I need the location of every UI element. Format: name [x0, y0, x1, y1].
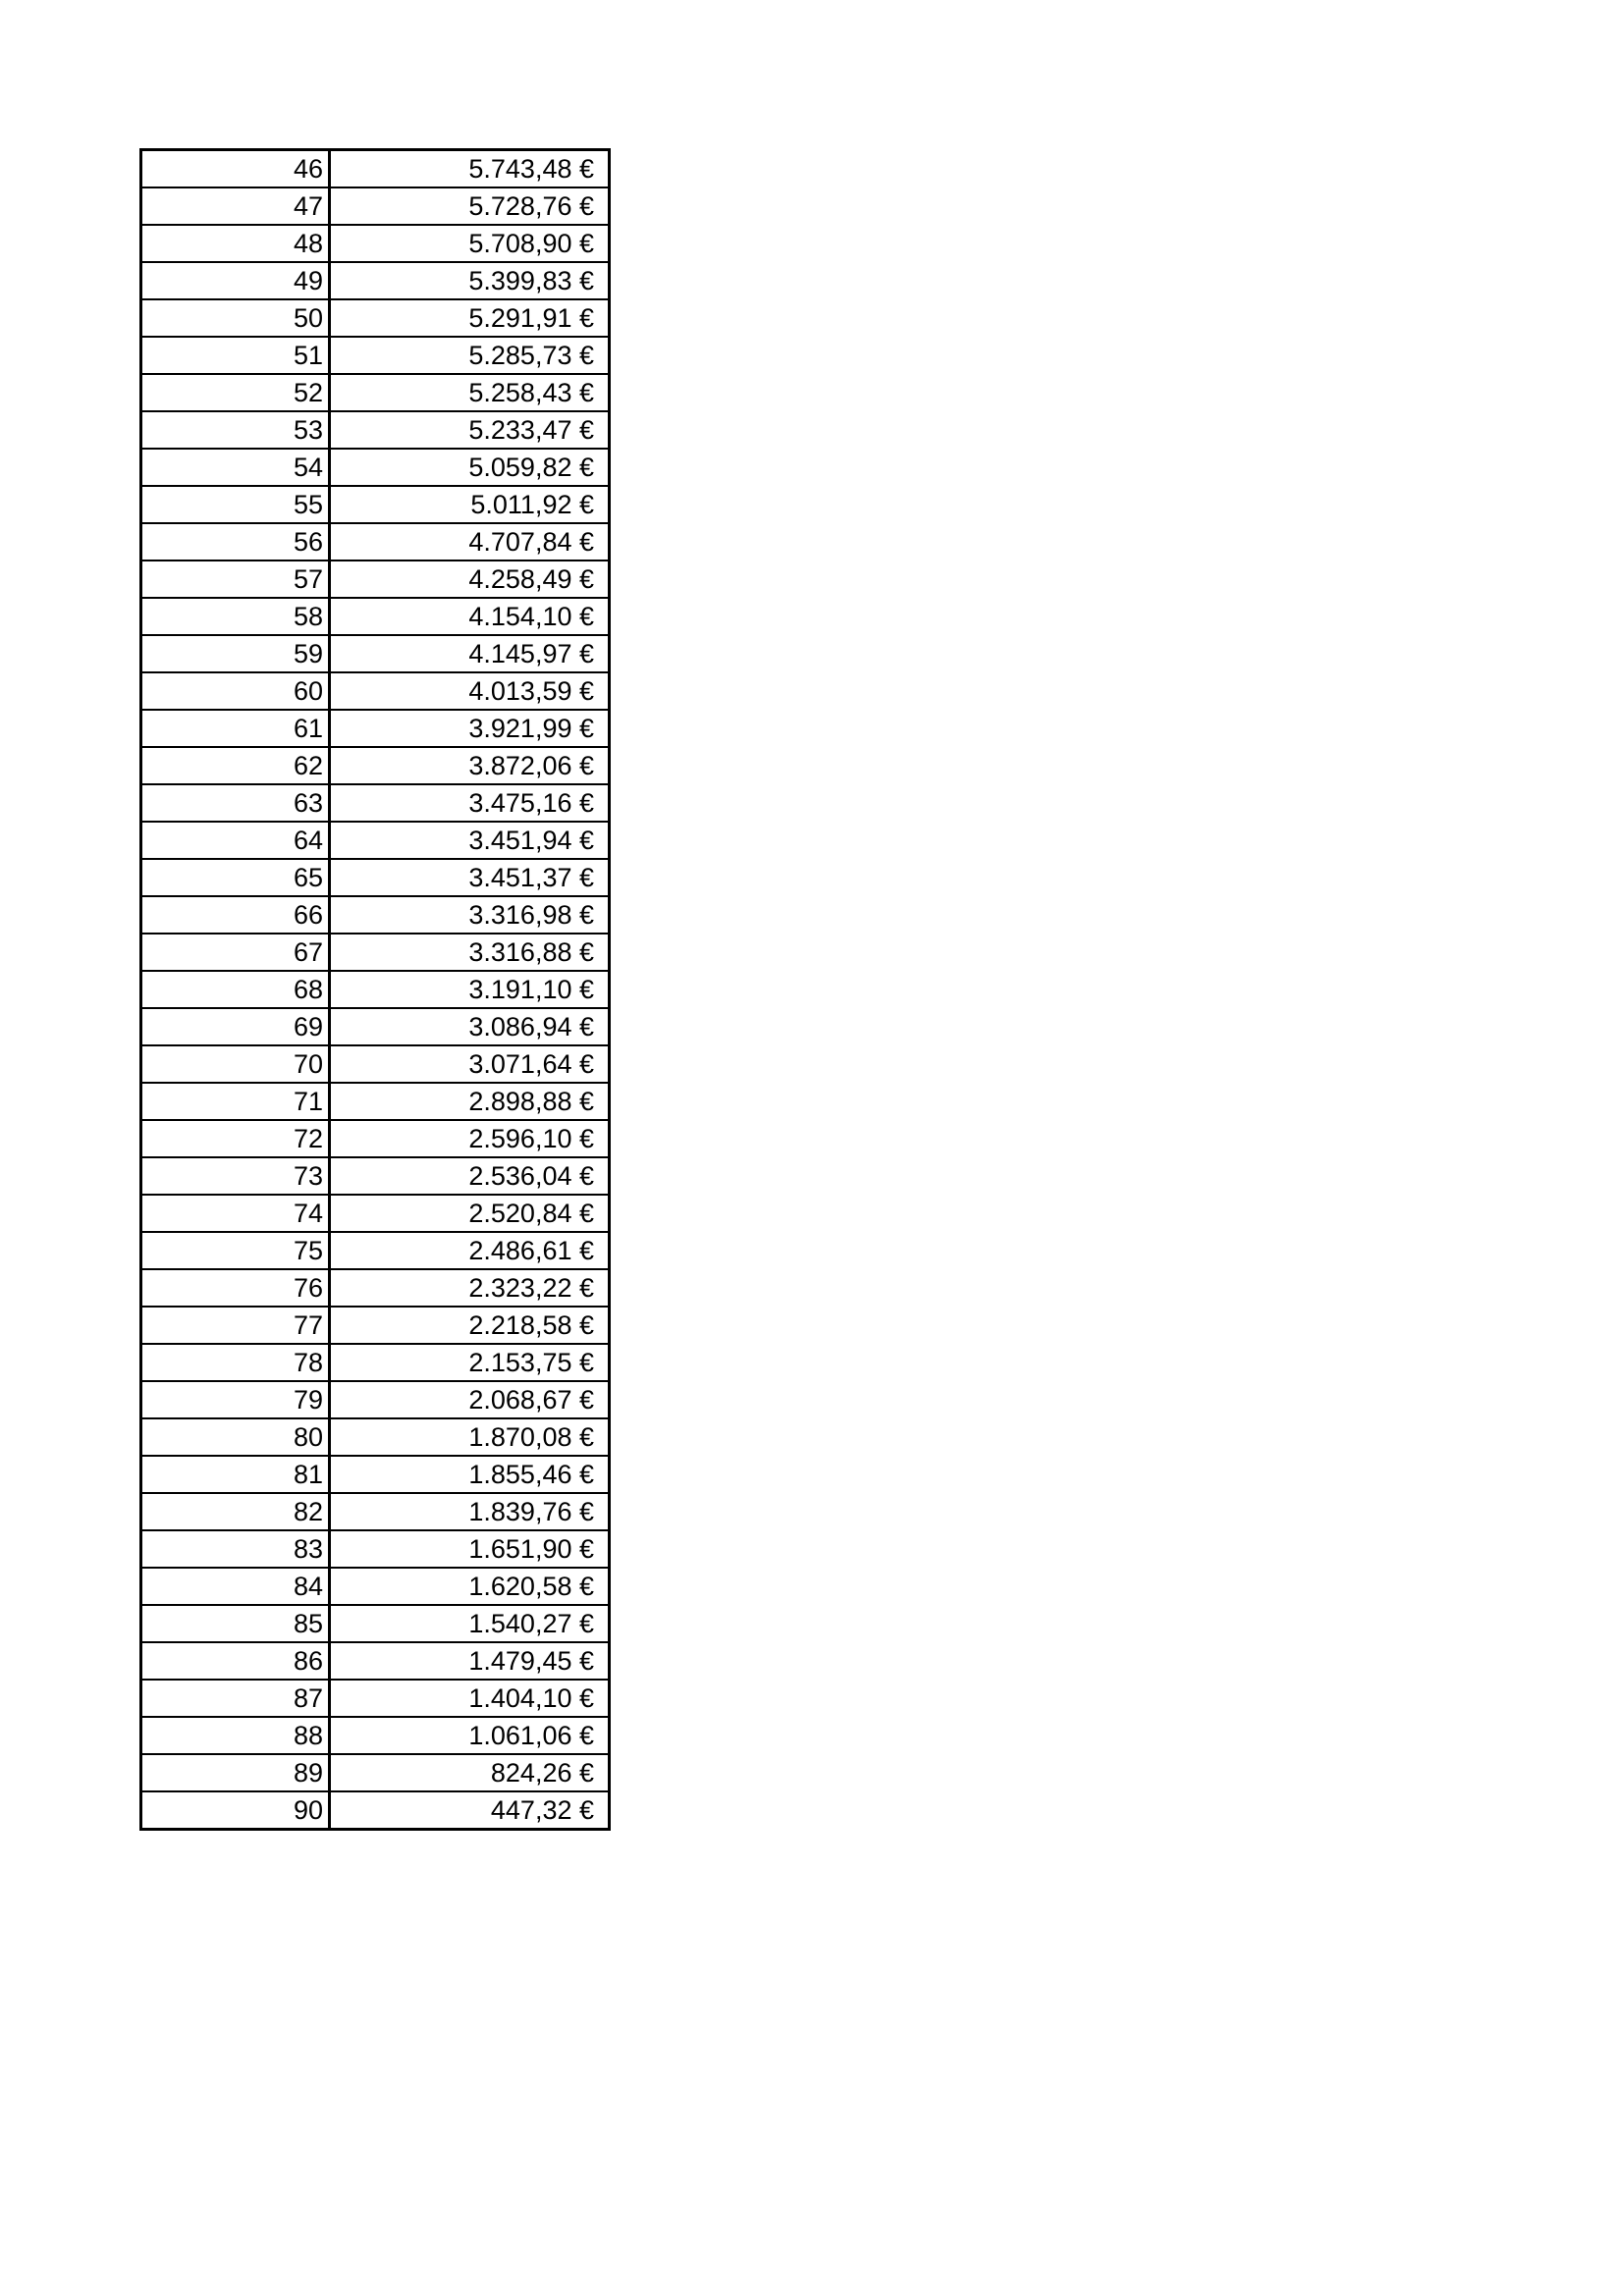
- table-row: [141, 1754, 610, 1791]
- amount-cell: 3.451,94 €: [330, 822, 610, 859]
- table-row: [141, 1493, 610, 1530]
- amount-cell: 3.921,99 €: [330, 710, 610, 747]
- rank-cell: 83: [141, 1530, 330, 1568]
- table-row: [141, 1568, 610, 1605]
- amount-cell: 3.086,94 €: [330, 1008, 610, 1045]
- table-row: [141, 1680, 610, 1717]
- table-row: [141, 784, 610, 822]
- table-row: [141, 449, 610, 486]
- table-row: [141, 1717, 610, 1754]
- rank-cell: 49: [141, 262, 330, 299]
- table-row: [141, 1232, 610, 1269]
- amount-cell: 3.316,88 €: [330, 934, 610, 971]
- amount-cell: 1.839,76 €: [330, 1493, 610, 1530]
- rank-cell: 75: [141, 1232, 330, 1269]
- table-row: [141, 1344, 610, 1381]
- rank-cell: 65: [141, 859, 330, 896]
- rank-cell: 48: [141, 225, 330, 262]
- rank-cell: 47: [141, 187, 330, 225]
- ranking-table-body: [141, 150, 610, 1830]
- table-row: [141, 1642, 610, 1680]
- rank-cell: 59: [141, 635, 330, 672]
- amount-cell: 3.191,10 €: [330, 971, 610, 1008]
- amount-cell: 2.536,04 €: [330, 1157, 610, 1195]
- amount-cell: 4.707,84 €: [330, 523, 610, 561]
- amount-cell: 4.145,97 €: [330, 635, 610, 672]
- rank-cell: 46: [141, 150, 330, 188]
- amount-cell: 5.258,43 €: [330, 374, 610, 411]
- rank-cell: 84: [141, 1568, 330, 1605]
- rank-cell: 71: [141, 1083, 330, 1120]
- rank-cell: 88: [141, 1717, 330, 1754]
- table-row: [141, 561, 610, 598]
- amount-cell: 1.620,58 €: [330, 1568, 610, 1605]
- amount-cell: 3.475,16 €: [330, 784, 610, 822]
- amount-cell: 1.870,08 €: [330, 1418, 610, 1456]
- table-row: [141, 859, 610, 896]
- rank-cell: 64: [141, 822, 330, 859]
- table-row: [141, 896, 610, 934]
- table-row: [141, 150, 610, 188]
- amount-cell: 1.540,27 €: [330, 1605, 610, 1642]
- amount-cell: 4.154,10 €: [330, 598, 610, 635]
- rank-cell: 63: [141, 784, 330, 822]
- table-row: [141, 1120, 610, 1157]
- rank-cell: 81: [141, 1456, 330, 1493]
- table-row: [141, 1195, 610, 1232]
- ranking-table: [139, 148, 611, 1831]
- rank-cell: 86: [141, 1642, 330, 1680]
- rank-cell: 53: [141, 411, 330, 449]
- rank-cell: 73: [141, 1157, 330, 1195]
- rank-cell: 76: [141, 1269, 330, 1307]
- table-row: [141, 1456, 610, 1493]
- amount-cell: 1.404,10 €: [330, 1680, 610, 1717]
- table-row: [141, 971, 610, 1008]
- rank-cell: 77: [141, 1307, 330, 1344]
- rank-cell: 61: [141, 710, 330, 747]
- table-row: [141, 934, 610, 971]
- amount-cell: 5.011,92 €: [330, 486, 610, 523]
- amount-cell: 2.068,67 €: [330, 1381, 610, 1418]
- rank-cell: 50: [141, 299, 330, 337]
- table-row: [141, 1045, 610, 1083]
- rank-cell: 54: [141, 449, 330, 486]
- table-row: [141, 1791, 610, 1830]
- table-row: [141, 374, 610, 411]
- rank-cell: 57: [141, 561, 330, 598]
- amount-cell: 2.596,10 €: [330, 1120, 610, 1157]
- rank-cell: 52: [141, 374, 330, 411]
- amount-cell: 3.316,98 €: [330, 896, 610, 934]
- table-row: [141, 1157, 610, 1195]
- table-row: [141, 710, 610, 747]
- amount-cell: 5.291,91 €: [330, 299, 610, 337]
- table-row: [141, 1008, 610, 1045]
- amount-cell: 1.651,90 €: [330, 1530, 610, 1568]
- amount-cell: 2.323,22 €: [330, 1269, 610, 1307]
- rank-cell: 60: [141, 672, 330, 710]
- table-row: [141, 747, 610, 784]
- amount-cell: 5.233,47 €: [330, 411, 610, 449]
- table-row: [141, 1083, 610, 1120]
- rank-cell: 79: [141, 1381, 330, 1418]
- amount-cell: 2.898,88 €: [330, 1083, 610, 1120]
- rank-cell: 51: [141, 337, 330, 374]
- rank-cell: 87: [141, 1680, 330, 1717]
- rank-cell: 69: [141, 1008, 330, 1045]
- amount-cell: 3.451,37 €: [330, 859, 610, 896]
- amount-cell: 2.520,84 €: [330, 1195, 610, 1232]
- table-row: [141, 225, 610, 262]
- amount-cell: 5.285,73 €: [330, 337, 610, 374]
- table-row: [141, 1530, 610, 1568]
- amount-cell: 5.728,76 €: [330, 187, 610, 225]
- table-row: [141, 262, 610, 299]
- amount-cell: 1.479,45 €: [330, 1642, 610, 1680]
- table-row: [141, 1605, 610, 1642]
- table-row: [141, 1307, 610, 1344]
- rank-cell: 66: [141, 896, 330, 934]
- rank-cell: 58: [141, 598, 330, 635]
- rank-cell: 78: [141, 1344, 330, 1381]
- amount-cell: 3.872,06 €: [330, 747, 610, 784]
- amount-cell: 4.013,59 €: [330, 672, 610, 710]
- table-row: [141, 1269, 610, 1307]
- table-row: [141, 672, 610, 710]
- amount-cell: 3.071,64 €: [330, 1045, 610, 1083]
- amount-cell: 1.061,06 €: [330, 1717, 610, 1754]
- amount-cell: 4.258,49 €: [330, 561, 610, 598]
- rank-cell: 68: [141, 971, 330, 1008]
- rank-cell: 85: [141, 1605, 330, 1642]
- rank-cell: 67: [141, 934, 330, 971]
- amount-cell: 2.153,75 €: [330, 1344, 610, 1381]
- amount-cell: 2.218,58 €: [330, 1307, 610, 1344]
- table-row: [141, 411, 610, 449]
- amount-cell: 824,26 €: [330, 1754, 610, 1791]
- table-row: [141, 486, 610, 523]
- table-row: [141, 337, 610, 374]
- table-row: [141, 299, 610, 337]
- table-row: [141, 598, 610, 635]
- rank-cell: 56: [141, 523, 330, 561]
- rank-cell: 90: [141, 1791, 330, 1830]
- table-row: [141, 822, 610, 859]
- rank-cell: 80: [141, 1418, 330, 1456]
- rank-cell: 70: [141, 1045, 330, 1083]
- rank-cell: 62: [141, 747, 330, 784]
- rank-cell: 55: [141, 486, 330, 523]
- table-row: [141, 187, 610, 225]
- amount-cell: 447,32 €: [330, 1791, 610, 1830]
- amount-cell: 2.486,61 €: [330, 1232, 610, 1269]
- table-row: [141, 1418, 610, 1456]
- rank-cell: 89: [141, 1754, 330, 1791]
- table-row: [141, 523, 610, 561]
- amount-cell: 5.743,48 €: [330, 150, 610, 188]
- table-row: [141, 1381, 610, 1418]
- amount-cell: 5.399,83 €: [330, 262, 610, 299]
- amount-cell: 5.059,82 €: [330, 449, 610, 486]
- rank-cell: 82: [141, 1493, 330, 1530]
- rank-cell: 72: [141, 1120, 330, 1157]
- amount-cell: 5.708,90 €: [330, 225, 610, 262]
- amount-cell: 1.855,46 €: [330, 1456, 610, 1493]
- rank-cell: 74: [141, 1195, 330, 1232]
- table-row: [141, 635, 610, 672]
